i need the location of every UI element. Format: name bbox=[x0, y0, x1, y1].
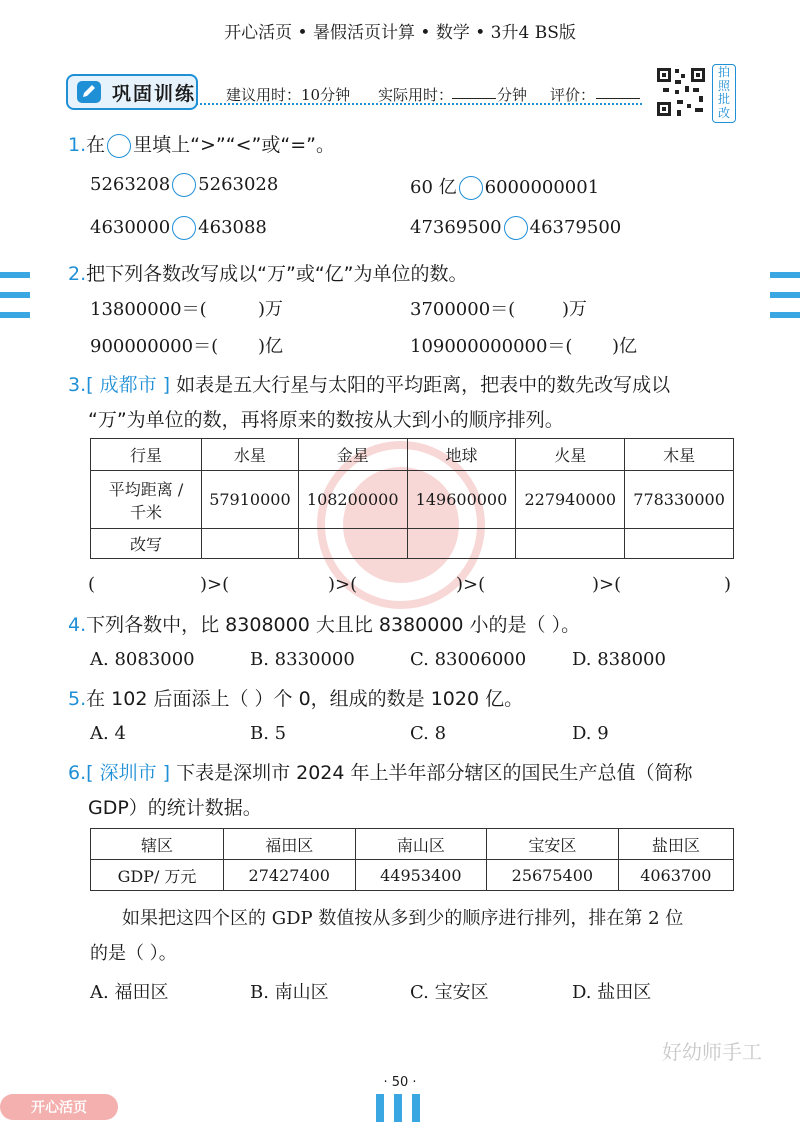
q1-item: 4630000 463088 bbox=[90, 217, 267, 238]
side-bar-right bbox=[770, 312, 800, 318]
watermark-text: 好幼师手工 bbox=[662, 1040, 762, 1064]
rating-field[interactable] bbox=[596, 84, 640, 99]
q2-unit: )亿 bbox=[612, 336, 638, 357]
answer-cell[interactable] bbox=[202, 529, 299, 559]
page-number: · 50 · bbox=[383, 1075, 417, 1090]
compare-circle[interactable] bbox=[172, 173, 196, 197]
rating-label: 评价： bbox=[550, 86, 596, 104]
q2-unit: )万 bbox=[562, 299, 588, 320]
option-d[interactable]: D. 838000 bbox=[572, 649, 666, 670]
answer-cell[interactable] bbox=[407, 529, 516, 559]
option-b[interactable]: B. 南山区 bbox=[250, 982, 329, 1003]
order-blank: ) bbox=[724, 574, 732, 595]
actual-time-label: 实际用时： bbox=[378, 86, 454, 104]
option-a[interactable]: A. 福田区 bbox=[90, 982, 169, 1003]
question-5: 5.在 102 后面添上（ ）个 0，组成的数是 1020 亿。 bbox=[68, 688, 524, 710]
q6-para2: 的是（ ）。 bbox=[90, 943, 177, 964]
pencil-icon bbox=[76, 80, 102, 104]
answer-cell[interactable] bbox=[298, 529, 407, 559]
q2-expr: 900000000＝( bbox=[90, 336, 219, 357]
q1-pre: 在 bbox=[86, 134, 106, 156]
answer-cell[interactable] bbox=[625, 529, 734, 559]
q1-item: 5263208 5263028 bbox=[90, 174, 279, 195]
scan-correct-label: 拍照批改 bbox=[712, 64, 736, 123]
option-a[interactable]: A. 8083000 bbox=[90, 649, 195, 670]
question-2: 2.把下列各数改写成以“万”或“亿”为单位的数。 bbox=[68, 263, 468, 285]
q2-expr: 3700000＝( bbox=[410, 299, 516, 320]
footer-bar bbox=[376, 1094, 384, 1122]
option-c[interactable]: C. 8 bbox=[410, 723, 447, 744]
side-bar-left bbox=[0, 312, 30, 318]
q2-expr: 13800000＝( bbox=[90, 299, 207, 320]
suggested-time: 建议用时：10分钟 bbox=[226, 86, 351, 104]
region-tag: [ 深圳市 ] bbox=[86, 762, 171, 784]
question-3: 3.[ 成都市 ] 如表是五大行星与太阳的平均距离，把表中的数先改写成以 bbox=[68, 374, 671, 396]
question-number: 6. bbox=[68, 762, 87, 784]
q2-unit: )万 bbox=[258, 299, 284, 320]
answer-cell[interactable] bbox=[516, 529, 625, 559]
qr-code-icon[interactable] bbox=[655, 66, 707, 118]
q2-expr: 109000000000＝( bbox=[410, 336, 573, 357]
option-c[interactable]: C. 宝安区 bbox=[410, 982, 489, 1003]
order-blank: )>( bbox=[200, 574, 230, 595]
region-tag: [ 成都市 ] bbox=[86, 374, 171, 396]
question-6: 6.[ 深圳市 ] 下表是深圳市 2024 年上半年部分辖区的国民生产总值（简称 bbox=[68, 762, 693, 784]
option-c[interactable]: C. 83006000 bbox=[410, 649, 527, 670]
option-b[interactable]: B. 8330000 bbox=[250, 649, 355, 670]
footer-bar bbox=[394, 1094, 402, 1122]
order-blank: )>( bbox=[456, 574, 486, 595]
order-blank: )>( bbox=[328, 574, 358, 595]
option-a[interactable]: A. 4 bbox=[90, 723, 126, 744]
section-badge bbox=[66, 74, 198, 110]
q3-line2: “万”为单位的数，再将原来的数按从大到小的顺序排列。 bbox=[88, 409, 564, 431]
gdp-table: 辖区 福田区 南山区 宝安区 盐田区 GDP/ 万元 27427400 44953400 25675400 4063700 bbox=[90, 828, 734, 891]
q1-item: 60 亿 6000000001 bbox=[410, 177, 600, 198]
compare-circle[interactable] bbox=[459, 176, 483, 200]
side-bar-right bbox=[770, 272, 800, 278]
question-number: 2. bbox=[68, 263, 87, 285]
q6-para1: 如果把这四个区的 GDP 数值按从多到少的顺序进行排列，排在第 2 位 bbox=[122, 908, 684, 929]
brand-logo: 开心活页 bbox=[0, 1094, 118, 1120]
option-d[interactable]: D. 9 bbox=[572, 723, 609, 744]
planet-table: 行星 水星 金星 地球 火星 木星 平均距离 / 千米 57910000 108200000 149600000 227940000 778330000 改写 bbox=[90, 438, 734, 559]
section-title: 巩固训练 bbox=[112, 82, 197, 105]
minutes-label: 分钟 bbox=[497, 86, 528, 104]
compare-circle[interactable] bbox=[504, 216, 528, 240]
compare-circle[interactable] bbox=[172, 216, 196, 240]
question-number: 1. bbox=[68, 134, 87, 156]
q1-item: 47369500 46379500 bbox=[410, 217, 622, 238]
q2-unit: )亿 bbox=[258, 336, 284, 357]
option-b[interactable]: B. 5 bbox=[250, 723, 287, 744]
option-d[interactable]: D. 盐田区 bbox=[572, 982, 652, 1003]
q6-line2: GDP）的统计数据。 bbox=[88, 797, 262, 819]
question-number: 4. bbox=[68, 614, 87, 636]
footer-bar bbox=[412, 1094, 420, 1122]
side-bar-left bbox=[0, 272, 30, 278]
compare-circle bbox=[107, 134, 131, 158]
side-bar-left bbox=[0, 292, 30, 298]
order-blank: )>( bbox=[592, 574, 622, 595]
question-4: 4.下列各数中，比 8308000 大且比 8380000 小的是（ ）。 bbox=[68, 614, 581, 636]
row-label: 平均距离 / 千米 bbox=[91, 471, 202, 529]
page-header: 开心活页 • 暑假活页计算 • 数学 • 3升4 BS版 bbox=[224, 23, 576, 43]
question-1 bbox=[68, 130, 335, 158]
question-number: 5. bbox=[68, 688, 87, 710]
q1-post: 里填上“>”“<”或“=”。 bbox=[133, 134, 335, 156]
side-bar-right bbox=[770, 292, 800, 298]
order-blank: ( bbox=[88, 574, 96, 595]
actual-time-field[interactable] bbox=[452, 84, 496, 99]
question-number: 3. bbox=[68, 374, 87, 396]
